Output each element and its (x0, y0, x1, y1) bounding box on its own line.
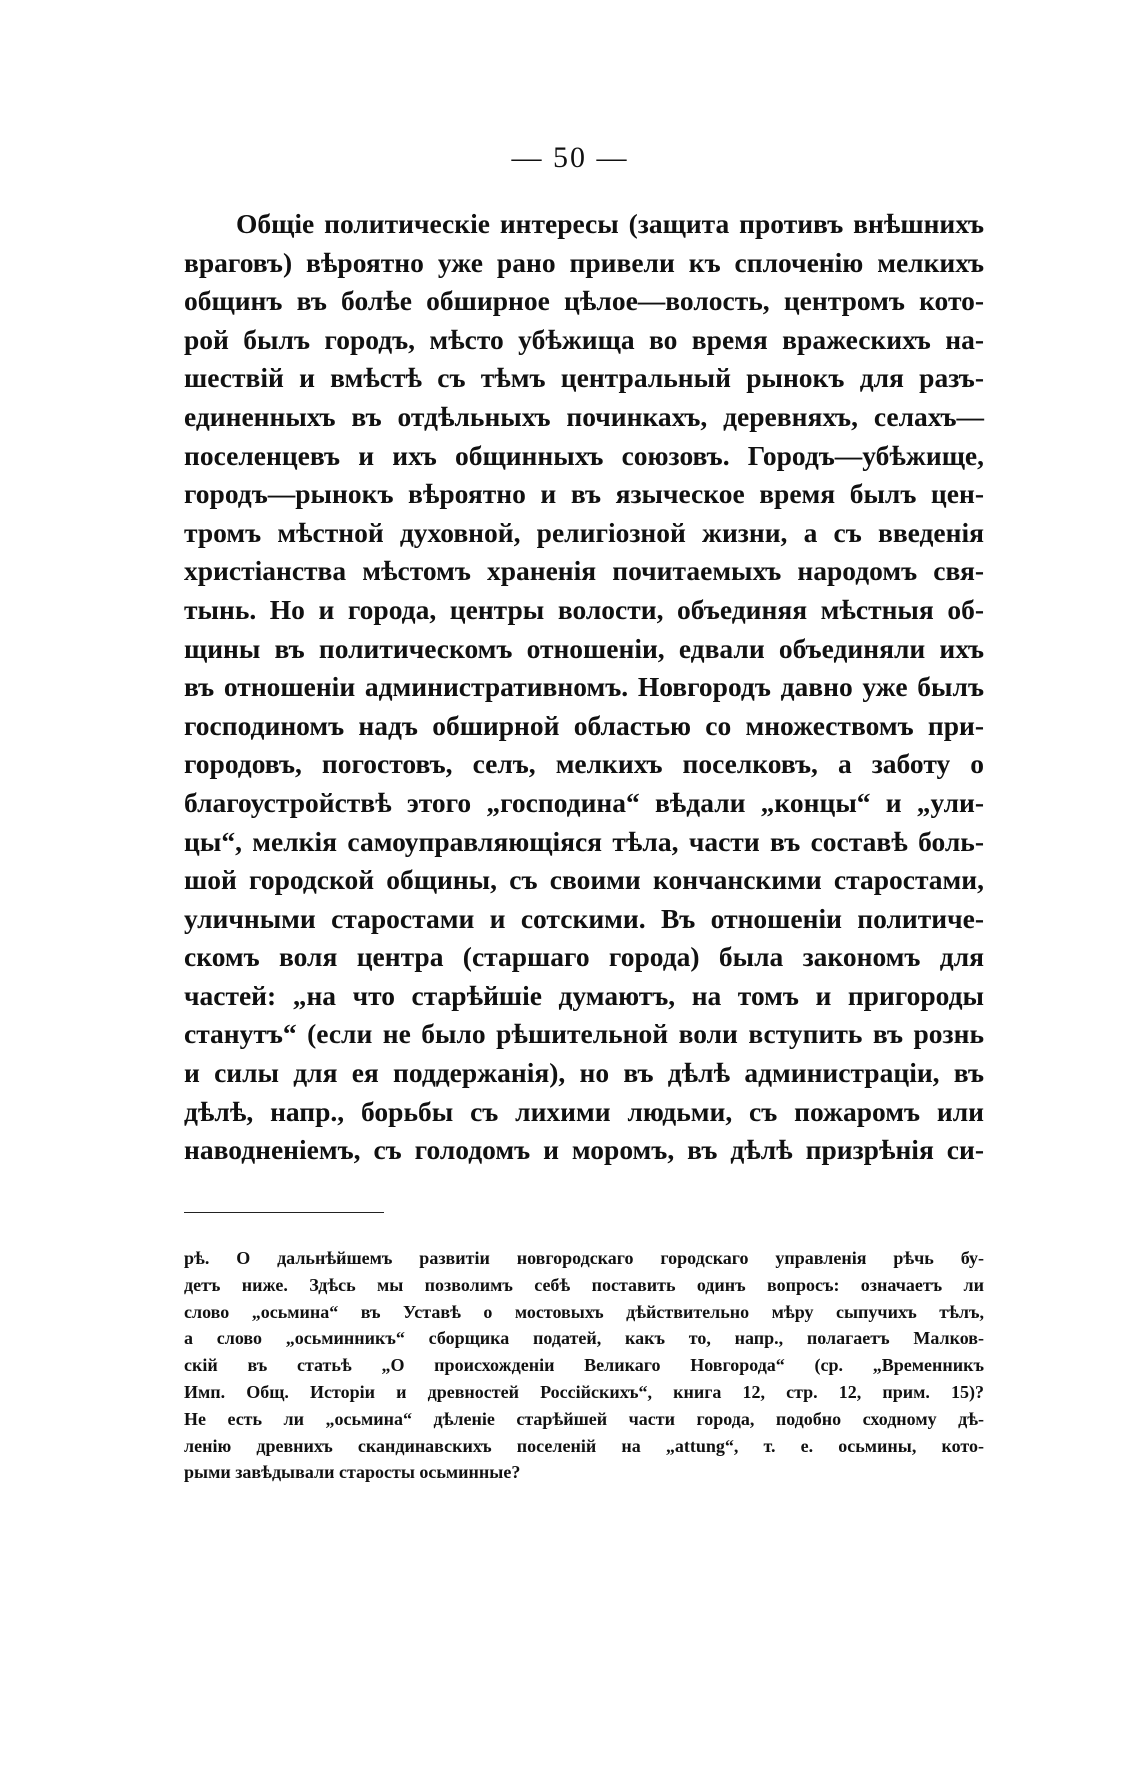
text-line: городъ—рынокъ вѣроятно и въ языческое время былъ цен- (184, 478, 984, 510)
text-line: тромъ мѣстной духовной, религіозной жизни, а съ введенія (184, 516, 984, 548)
main-paragraph (184, 205, 984, 1170)
text-line: шествій и вмѣстѣ съ тѣмъ центральный рынокъ для разъ- (184, 362, 984, 394)
text-line: единенныхъ въ отдѣльныхъ починкахъ, деревняхъ, селахъ— (184, 400, 984, 432)
text-line: христіанства мѣстомъ храненія почитаемыхъ народомъ свя- (184, 555, 984, 587)
footnote-line: скій въ статьѣ „О происхожденіи Великаго Новгорода“ (ср. „Временникъ (184, 1355, 984, 1376)
text-line: Общіе политическіе интересы (защита противъ внѣшнихъ (236, 208, 984, 239)
text-line: наводненіемъ, съ голодомъ и моромъ, въ дѣлѣ призрѣнія си- (184, 1134, 984, 1166)
text-line: тынь. Но и города, центры волости, объединяя мѣстныя об- (184, 593, 984, 625)
text-line: въ отношеніи административномъ. Новгородъ давно уже былъ (184, 671, 984, 703)
text-line: рой былъ городъ, мѣсто убѣжища во время вражескихъ на- (184, 323, 984, 355)
page-number: — 50 — (511, 141, 629, 174)
footnote-line: слово „осьмина“ въ Уставѣ о мостовыхъ дѣйствительно мѣру сыпучихъ тѣлъ, (184, 1301, 984, 1322)
text-line: шой городской общины, съ своими кончанскими старостами, (184, 864, 984, 896)
text-line: скомъ воля центра (старшаго города) была закономъ для (184, 941, 984, 973)
text-line: станутъ“ (если не было рѣшительной воли вступить въ рознь (184, 1018, 984, 1050)
text-line: городовъ, погостовъ, селъ, мелкихъ поселковъ, а заботу о (184, 748, 984, 780)
text-line: господиномъ надъ обширной областью со множествомъ при- (184, 709, 984, 741)
text-line: дѣлѣ, напр., борьбы съ лихими людьми, съ пожаромъ или (184, 1095, 984, 1127)
footnote-divider (184, 1212, 384, 1213)
text-line: уличными старостами и сотскими. Въ отношеніи политиче- (184, 902, 984, 934)
text-line: поселенцевъ и ихъ общинныхъ союзовъ. Городъ—убѣжище, (184, 439, 984, 471)
footnote-line: а слово „осьминникъ“ сборщика податей, какъ то, напр., полагаетъ Малков- (184, 1328, 984, 1349)
footnote (184, 1245, 984, 1486)
text-line: частей: „на что старѣйшіе думаютъ, на томъ и пригороды (184, 979, 984, 1011)
text-line: щины въ политическомъ отношеніи, едвали объединяли ихъ (184, 632, 984, 664)
footnote-line: рыми завѣдывали старосты осьминные? (184, 1462, 521, 1483)
footnote-line: рѣ. О дальнѣйшемъ развитіи новгородскаго городскаго управленія рѣчь бу- (184, 1248, 984, 1268)
text-line: общинъ въ болѣе обширное цѣлое—волость, центромъ кото- (184, 285, 984, 317)
text-line: и силы для ея поддержанія), но въ дѣлѣ администраціи, въ (184, 1057, 984, 1089)
text-line: благоустройствѣ этого „господина“ вѣдали „концы“ и „ули- (184, 786, 984, 818)
text-line: цы“, мелкія самоуправляющіяся тѣла, части въ составѣ боль- (184, 825, 984, 857)
text-line: враговъ) вѣроятно уже рано привели къ сплоченію мелкихъ (184, 246, 984, 278)
footnote-line: Имп. Общ. Исторіи и древностей Россійскихъ“, книга 12, стр. 12, прим. 15)? (184, 1381, 984, 1402)
footnote-line: детъ ниже. Здѣсь мы позволимъ себѣ поставить одинъ вопросъ: означаетъ ли (184, 1274, 984, 1295)
footnote-line: Не есть ли „осьмина“ дѣленіе старѣйшей части города, подобно сходному дѣ- (184, 1408, 984, 1429)
footnote-line: ленію древнихъ скандинавскихъ поселеній на „attung“, т. е. осьмины, кото- (184, 1435, 984, 1456)
